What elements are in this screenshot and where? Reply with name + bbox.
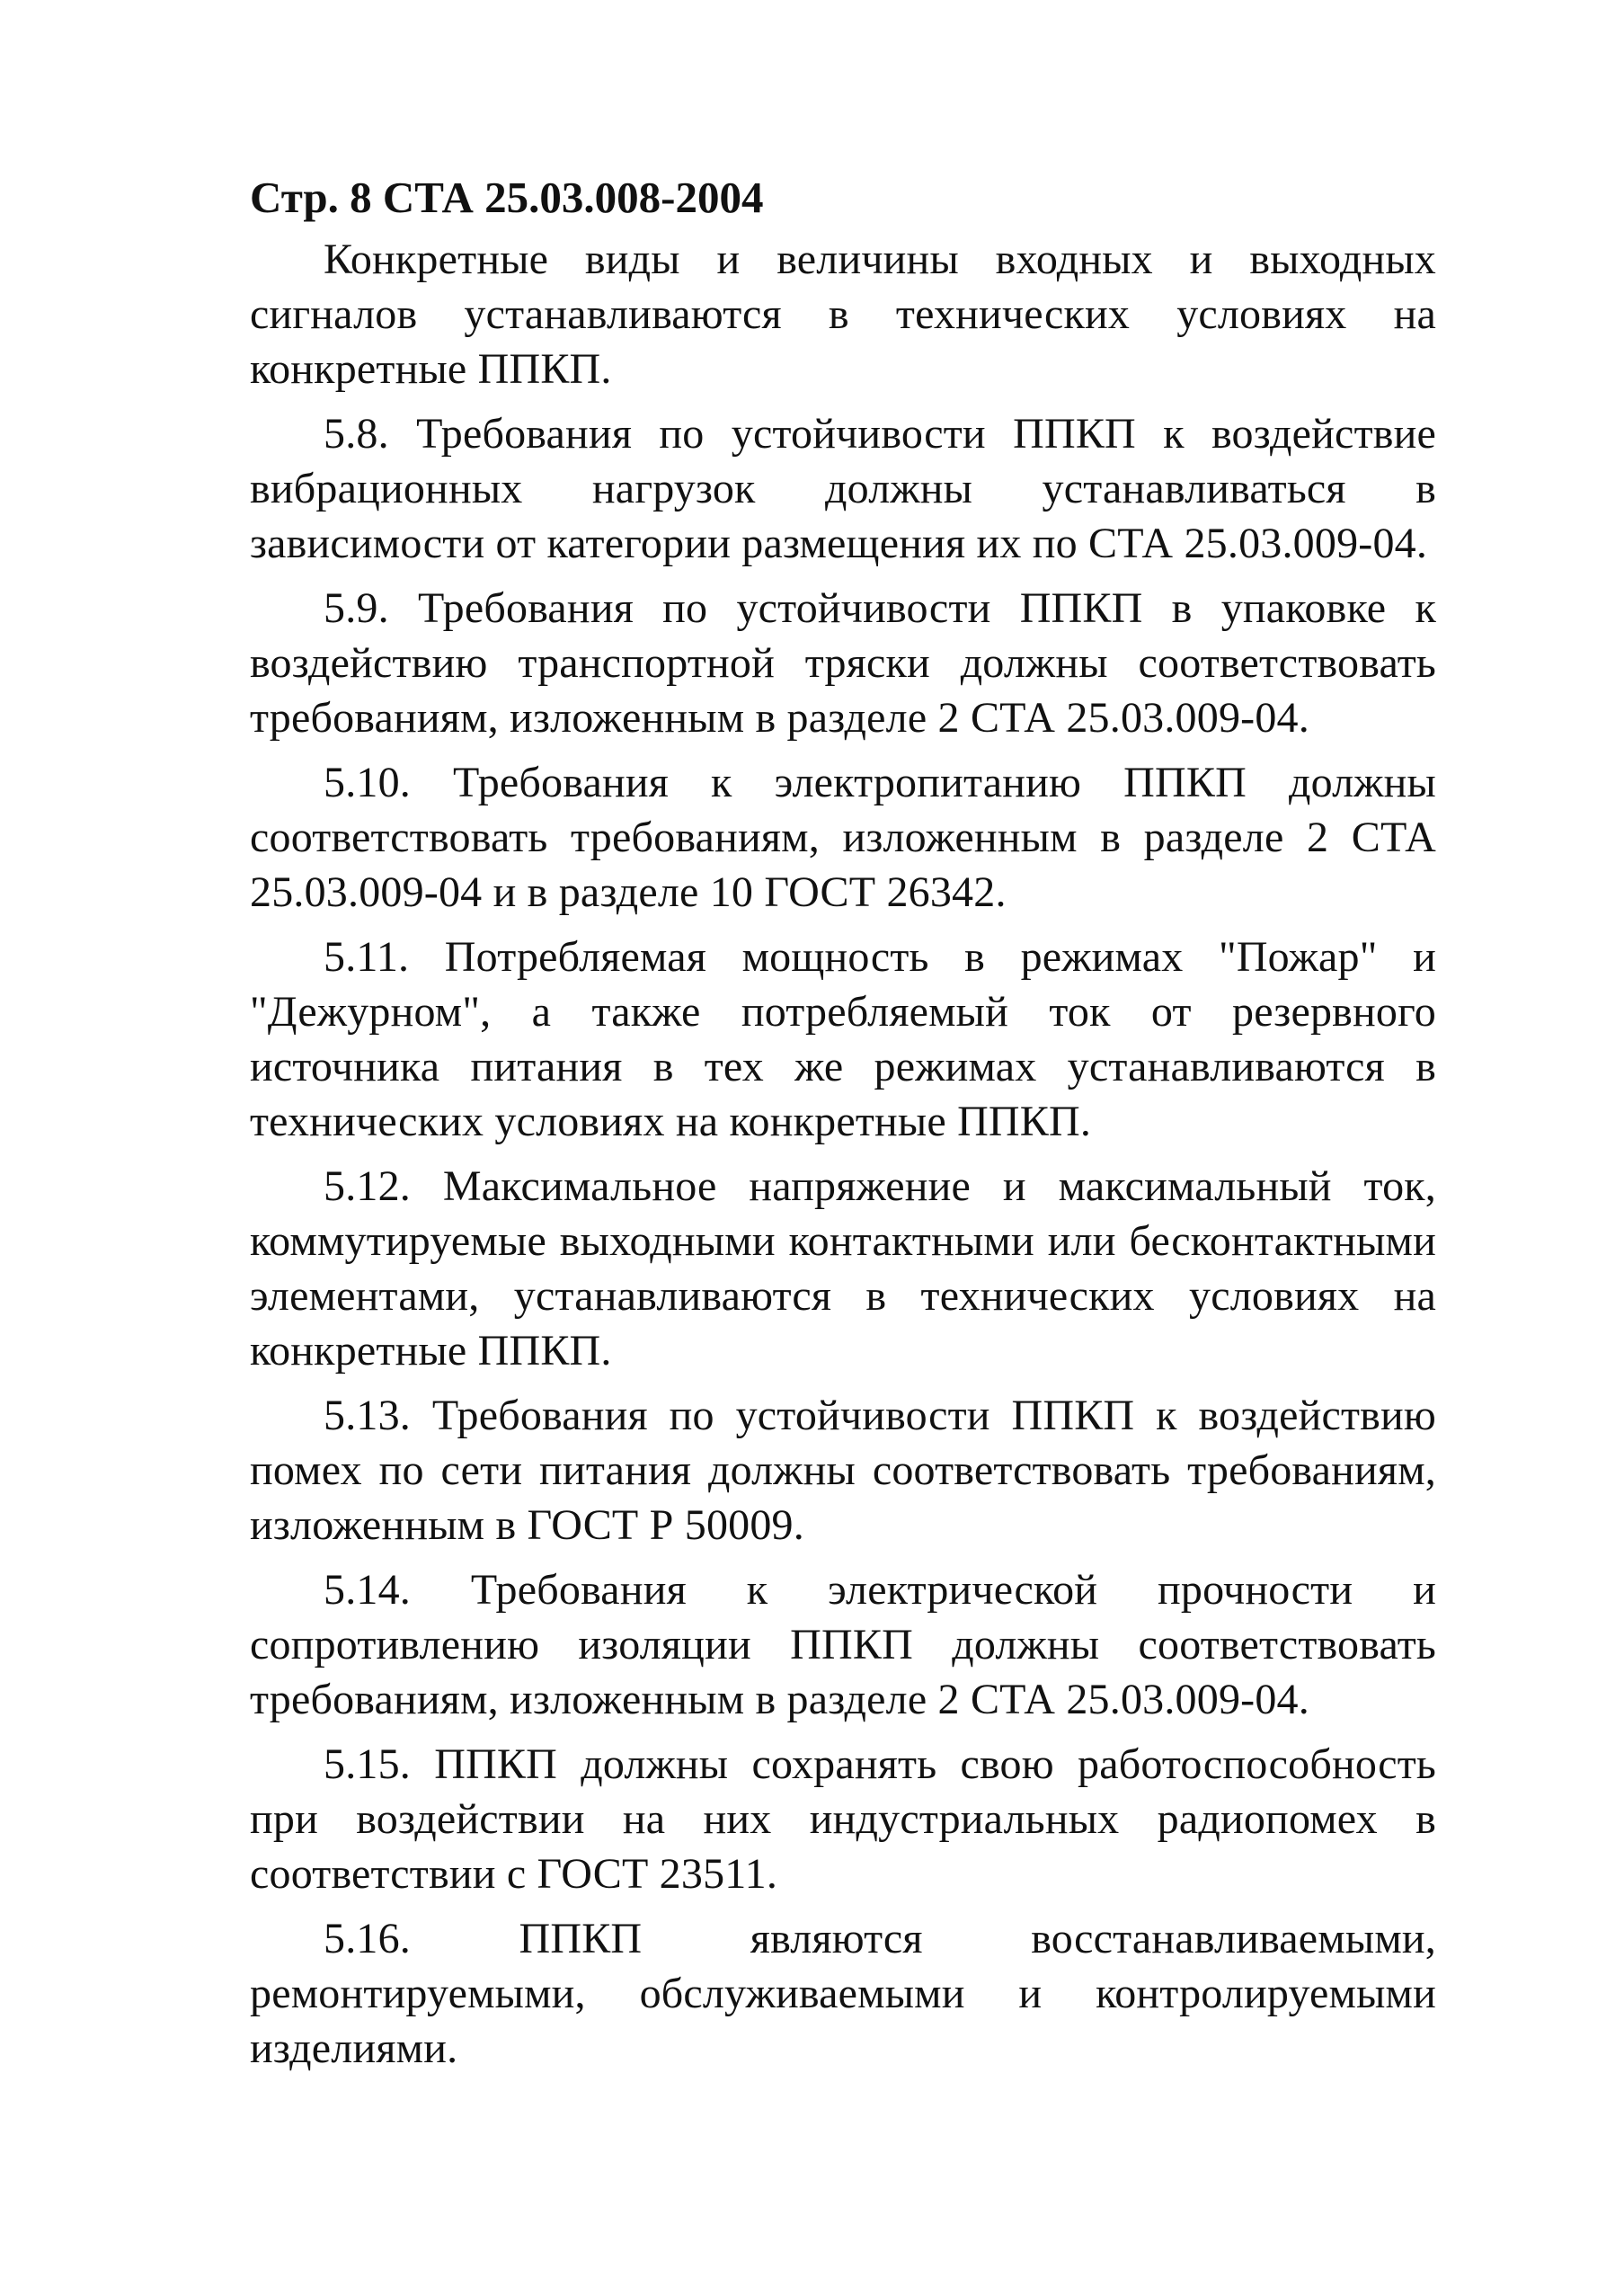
page-header: Стр. 8 СТА 25.03.008-2004 (250, 173, 764, 222)
document-body (250, 232, 1436, 2076)
paragraph-5-8: 5.8. Требования по устойчивости ППКП к воздействие вибрационных нагрузок должны устанавливаться в зависимости от категории размещения их по СТА 25.03.009-04. (250, 410, 1436, 567)
paragraph-5-13: 5.13. Требования по устойчивости ППКП к воздействию помех по сети питания должны соответствовать требованиям, изложенным в ГОСТ Р 50009. (250, 1392, 1436, 1549)
paragraph-5-16: 5.16. ППКП являются восстанавливаемыми, ремонтируемыми, обслуживаемыми и контролируемыми изделиями. (250, 1915, 1436, 2072)
paragraph-5-15: 5.15. ППКП должны сохранять свою работоспособность при воздействии на них индустриальных радиопомех в соответствии с ГОСТ 23511. (250, 1740, 1436, 1898)
paragraph-5-9: 5.9. Требования по устойчивости ППКП в упаковке к воздействию транспортной тряски должны соответствовать требованиям, изложенным в разделе 2 СТА 25.03.009-04. (250, 584, 1436, 742)
paragraph-5-12: 5.12. Максимальное напряжение и максимальный ток, коммутируемые выходными контактными или бесконтактными элементами, устанавливаются в технических условиях на конкретные ППКП. (250, 1162, 1436, 1375)
paragraph-5-14: 5.14. Требования к электрической прочности и сопротивлению изоляции ППКП должны соответствовать требованиям, изложенным в разделе 2 СТА 25.03.009-04. (250, 1566, 1436, 1723)
paragraph-5-10: 5.10. Требования к электропитанию ППКП должны соответствовать требованиям, изложенным в разделе 2 СТА 25.03.009-04 и в разделе 10 ГОСТ 26342. (250, 759, 1436, 916)
paragraph-5-11: 5.11. Потребляемая мощность в режимах "Пожар" и "Дежурном", а также потребляемый ток от резервного источника питания в тех же режимах устанавливаются в технических условиях на конкретные ППКП. (250, 933, 1436, 1145)
paragraph-intro: Конкретные виды и величины входных и выходных сигналов устанавливаются в технических условиях на конкретные ППКП. (250, 236, 1436, 393)
